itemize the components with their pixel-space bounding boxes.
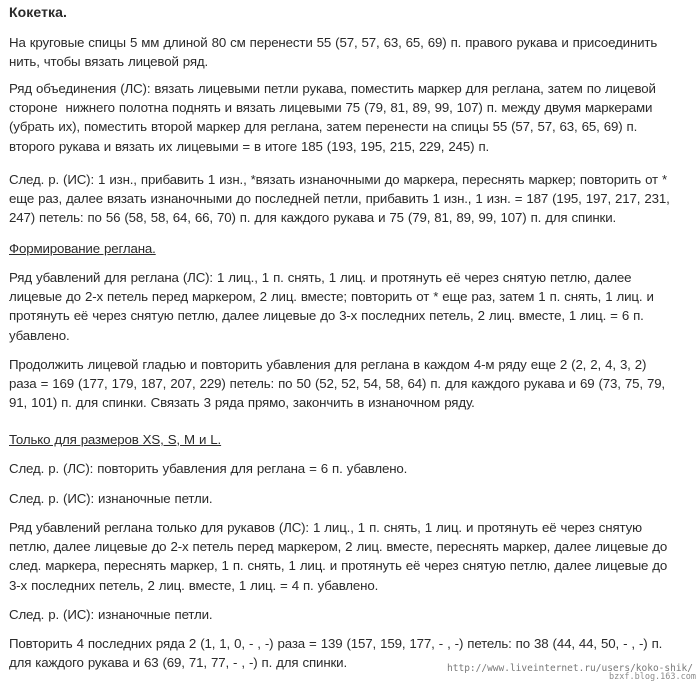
paragraph-purl-row-1: След. р. (ИС): изнаночные петли. xyxy=(9,491,213,506)
paragraph-raglan-decrease-row: Ряд убавлений для реглана (ЛС): 1 лиц., 1 п. снять, 1 лиц. и протянуть её через снятую петлю, далее лицевые до 2-х петель перед маркером, 2 лиц. вместе; повторить от * еще раз, затем 1 п. снять, 1 лиц. и протянуть её через снятую петлю, далее лицевые до 3-х последних петель, 2 лиц. вместе, 1 лиц. = 6 п. убавлено. xyxy=(9,270,654,343)
paragraph-purl-row-2: След. р. (ИС): изнаночные петли. xyxy=(9,607,213,622)
section-title: Кокетка. xyxy=(9,4,68,20)
watermark-url: http://www.liveinternet.ru/users/koko-shik/ xyxy=(447,663,693,674)
paragraph-repeat-rows: Повторить 4 последних ряда 2 (1, 1, 0, - , -) раза = 139 (157, 159, 177, - , -) петель: по 38 (44, 44, 50, - , -) п. для каждого рукава и 63 (69, 71, 77, - , -) п. для спинки. xyxy=(9,636,663,671)
heading-sizes-only: Только для размеров XS, S, M и L. xyxy=(9,432,222,447)
paragraph-sleeve-decrease-row: Ряд убавлений реглана только для рукавов (ЛС): 1 лиц., 1 п. снять, 1 лиц. и протянуть её через снятую петлю, далее лицевые до 2-х петель перед маркером, 2 лиц. вместе, переснять маркер, далее лицевые до след. маркера, переснять маркер, 1 п. снять, 1 лиц. и протянуть её через снятую петлю, далее лицевые до 3-х последних петель, 2 лиц. вместе, 1 лиц. = 4 п. убавлено. xyxy=(9,520,668,593)
paragraph-next-row-rs: След. р. (ЛС): повторить убавления для реглана = 6 п. убавлено. xyxy=(9,461,408,476)
paragraph-transfer-sleeve: На круговые спицы 5 мм длиной 80 см перенести 55 (57, 57, 63, 65, 69) п. правого рукава и присоединить нить, чтобы вязать лицевой ряд. xyxy=(9,35,658,70)
paragraph-next-row-ws: След. р. (ИС): 1 изн., прибавить 1 изн., *вязать изнаночными до маркера, переснять маркер; повторить от * еще раз, далее вязать изнаночными до последней петли, прибавить 1 изн., 1 изн. = 187 (195, 197, 217, 231, 247) петель: по 56 (58, 58, 64, 66, 70) п. для каждого рукава и 75 (79, 81, 89, 99, 107) п. для спинки. xyxy=(9,172,670,226)
heading-raglan-shaping: Формирование реглана. xyxy=(9,241,156,256)
paragraph-joining-row: Ряд объединения (ЛС): вязать лицевыми петли рукава, поместить маркер для реглана, затем по лицевой стороне нижнего полотна поднять и вязать лицевыми 75 (79, 81, 89, 99, 107) п. между двумя маркерами (убрать их), поместить второй маркер для реглана, затем перенести на спицы 55 (57, 57, 63, 65, 69) п. второго рукава и вязать их лицевыми = в итоге 185 (193, 195, 215, 229, 245) п. xyxy=(9,81,656,154)
paragraph-continue-stockinette: Продолжить лицевой гладью и повторить убавления для реглана в каждом 4-м ряду еще 2 (2, 2, 4, 3, 2) раза = 169 (177, 179, 187, 207, 229) петель: по 50 (52, 52, 54, 58, 64) п. для каждого рукава и 69 (73, 75, 79, 91, 101) п. для спинки. Связать 3 ряда прямо, закончить в изнаночном ряду. xyxy=(9,357,665,411)
watermark-blog: bzxf.blog.163.com xyxy=(609,672,696,682)
